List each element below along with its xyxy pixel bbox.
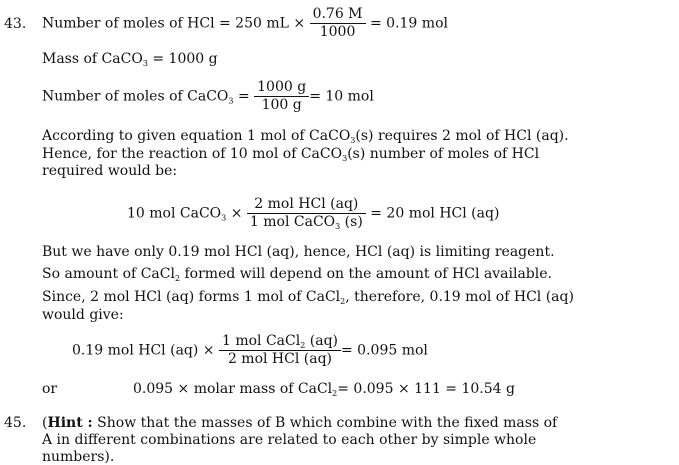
- ratio-fraction: [247, 196, 366, 231]
- mass-caco3-line: [42, 51, 218, 67]
- since-line: [42, 289, 574, 305]
- equation-statement-line-1: [42, 128, 569, 144]
- fraction-denominator: 1000: [310, 23, 366, 41]
- subscript: 3: [335, 222, 341, 231]
- subscript: 2: [340, 297, 346, 306]
- text: (aq): [305, 333, 338, 349]
- subscript: 2: [332, 389, 338, 398]
- moles-caco3-result: = 10 mol: [309, 88, 374, 105]
- moles-caco3-lead: Number of moles of CaCO: [42, 88, 229, 105]
- hint-line-2: A in different combinations are related to each other by simple whole: [42, 432, 537, 448]
- subscript: 3: [221, 213, 227, 223]
- subscript: 3: [342, 154, 348, 163]
- equation-result: = 0.095 × 111 = 10.54 g: [337, 381, 515, 397]
- equals-sign: =: [237, 88, 250, 105]
- would-give-line: would give:: [42, 307, 124, 323]
- subscript: 2: [300, 341, 306, 350]
- fraction-denominator: 2 mol HCl (aq): [219, 350, 341, 368]
- ratio-fraction: [219, 333, 341, 368]
- text: 1 mol CaCl: [221, 333, 301, 349]
- moles-caco3-line: [42, 79, 374, 114]
- subscript: 3: [142, 59, 148, 68]
- equation-result: = 0.095 mol: [341, 342, 428, 359]
- text: Hence, for the reaction of 10 mol of CaCO: [42, 146, 343, 162]
- mass-caco3-lead: Mass of CaCO: [42, 51, 143, 67]
- text: (s): [340, 214, 363, 230]
- cacl2-moles-equation: [72, 333, 428, 368]
- question-number-43: 43.: [4, 16, 27, 32]
- text: formed will depend on the amount of HCl available.: [184, 266, 552, 282]
- equation-lead: 0.19 mol HCl (aq) ×: [72, 342, 215, 359]
- moles-hcl-line: [42, 6, 448, 41]
- text: (s) number of moles of HCl: [347, 146, 540, 162]
- text: (s) requires 2 mol of HCl (aq).: [355, 128, 569, 144]
- limiting-reagent-line: But we have only 0.19 mol HCl (aq), hence, HCl (aq) is limiting reagent.: [42, 244, 555, 260]
- hint-line-3: numbers).: [42, 449, 115, 465]
- fraction-denominator: [247, 213, 366, 231]
- text: According to given equation 1 mol of CaCO: [42, 128, 351, 144]
- equation-statement-line-2: [42, 146, 539, 162]
- mass-fraction: [254, 79, 309, 114]
- text: Show that the masses of B which combine with the fixed mass of: [92, 415, 558, 431]
- fraction-numerator: 2 mol HCl (aq): [254, 196, 359, 212]
- molarity-fraction: [310, 6, 366, 41]
- equation-lead: 10 mol CaCO: [127, 205, 222, 222]
- mass-cacl2-equation: [133, 381, 515, 397]
- fraction-denominator: 100 g: [254, 96, 309, 114]
- fraction-numerator: [219, 333, 341, 350]
- fraction-numerator: 0.76 M: [312, 6, 363, 22]
- cacl2-amount-line: [42, 266, 552, 282]
- mass-caco3-value: = 1000 g: [152, 51, 218, 67]
- moles-hcl-result: = 0.19 mol: [369, 15, 448, 32]
- text: 1 mol CaCO: [249, 214, 336, 230]
- text: , therefore, 0.19 mol of HCl (aq): [345, 289, 574, 305]
- hcl-required-equation: [127, 196, 499, 231]
- hint-label: Hint :: [47, 415, 93, 431]
- paren: (: [42, 415, 48, 431]
- fraction-numerator: 1000 g: [257, 79, 307, 95]
- question-number-45: 45.: [4, 415, 27, 431]
- moles-hcl-lead: Number of moles of HCl = 250 mL ×: [42, 15, 306, 32]
- equation-lead: 0.095 × molar mass of CaCl: [133, 381, 333, 397]
- text: Since, 2 mol HCl (aq) forms 1 mol of CaCl: [42, 289, 341, 305]
- times-sign: ×: [230, 205, 243, 222]
- subscript: 3: [228, 96, 234, 106]
- subscript: 3: [350, 136, 356, 145]
- hint-line-1: [42, 415, 557, 431]
- text: So amount of CaCl: [42, 266, 175, 282]
- equation-result: = 20 mol HCl (aq): [370, 205, 500, 222]
- or-label: or: [42, 381, 58, 397]
- subscript: 2: [174, 274, 181, 283]
- equation-statement-line-3: required would be:: [42, 163, 178, 179]
